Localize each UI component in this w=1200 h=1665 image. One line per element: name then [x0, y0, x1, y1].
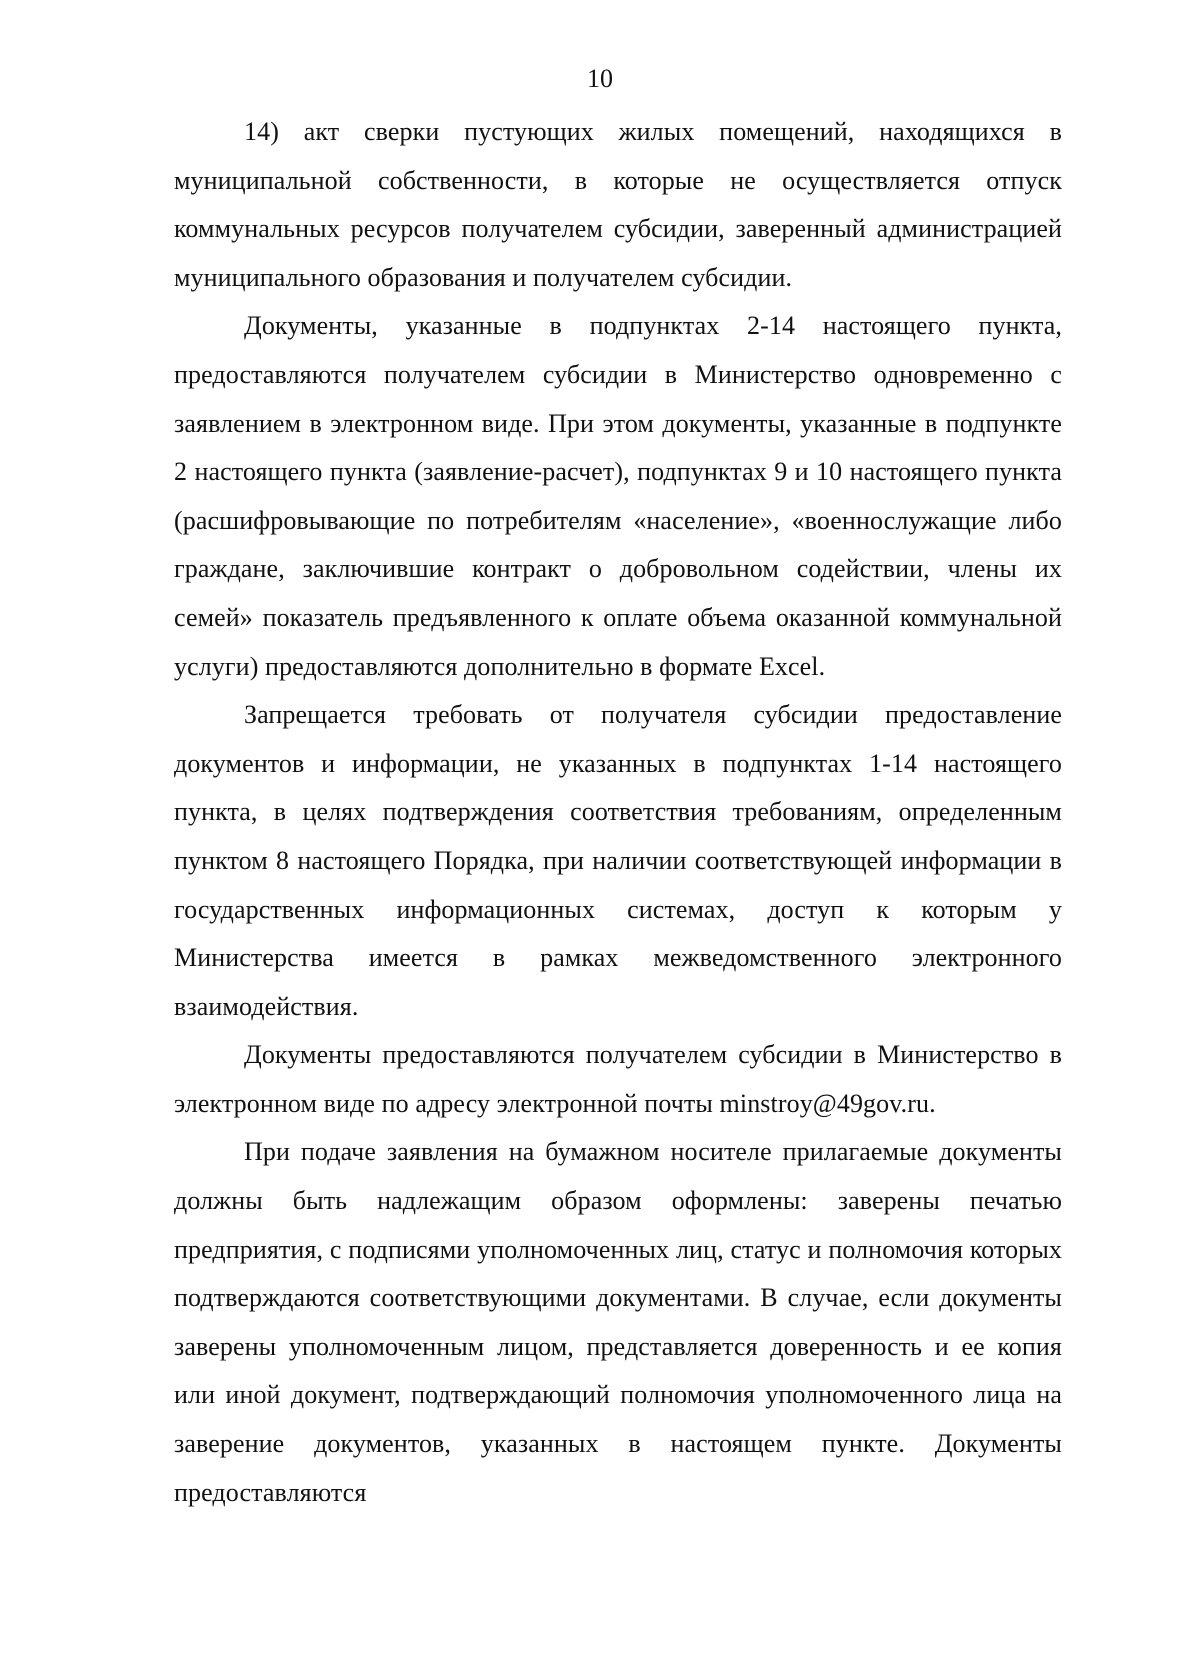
paragraph-paper-submission: При подаче заявления на бумажном носителе прилагаемые документы должны быть надлежащим образом оформлены: заверены печатью предприятия, с подписями уполномоченных лиц, статус и полномочия которых подтверждаются соответствующими документами. В случае, если документы заверены уполномоченным лицом, представляется доверенность и ее копия или иной документ, подтверждающий полномочия уполномоченного лица на заверение документов, указанных в настоящем пункте. Документы предоставляются [174, 1137, 1062, 1507]
page-number: 10 [587, 64, 613, 93]
paragraph-email-submission: Документы предоставляются получателем субсидии в Министерство в электронном виде по адресу электронной почты minstroy@49gov.ru. [174, 1040, 1062, 1118]
paragraph-item-14: 14) акт сверки пустующих жилых помещений, находящихся в муниципальной собственности, в которые не осуществляется отпуск коммунальных ресурсов получателем субсидии, заверенный администрацией муниципального образования и получателем субсидии. [174, 117, 1062, 292]
paragraph-documents-submission: Документы, указанные в подпунктах 2-14 настоящего пункта, предоставляются получателем субсидии в Министерство одновременно с заявлением в электронном виде. При этом документы, указанные в подпункте 2 настоящего пункта (заявление-расчет), подпунктах 9 и 10 настоящего пункта (расшифровывающие по потребителям «население», «военнослужащие либо граждане, заключившие контракт о добровольном содействии, члены их семей» показатель предъявленного к оплате объема оказанной коммунальной услуги) предоставляются дополнительно в формате Excel. [174, 311, 1062, 681]
document-body [174, 108, 1062, 1517]
paragraph-prohibition: Запрещается требовать от получателя субсидии предоставление документов и информации, не указанных в подпунктах 1-14 настоящего пункта, в целях подтверждения соответствия требованиям, определенным пунктом 8 настоящего Порядка, при наличии соответствующей информации в государственных информационных системах, доступ к которым у Министерства имеется в рамках межведомственного электронного взаимодействия. [174, 700, 1062, 1021]
